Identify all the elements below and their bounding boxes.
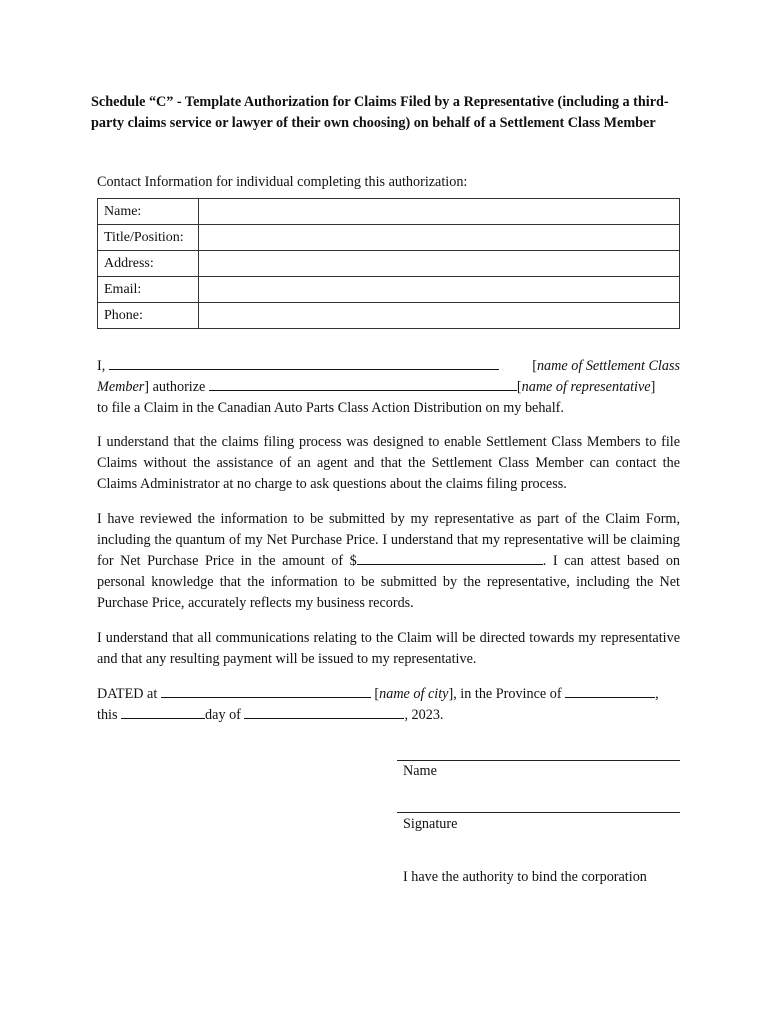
title-position-label: Title/Position: (98, 225, 199, 251)
representative-name-blank[interactable] (209, 377, 517, 391)
name-label-below-line: Name (403, 763, 437, 779)
signature-label: Signature (403, 816, 458, 832)
authority-statement: I have the authority to bind the corporation (403, 869, 647, 885)
city-blank[interactable] (161, 684, 371, 698)
province-label: , in the Province of (453, 686, 562, 702)
province-blank[interactable] (565, 684, 655, 698)
address-field[interactable] (199, 251, 680, 277)
communications-paragraph: I understand that all communications relating to the Claim will be directed towards my representative and that any resulting payment will be issued to my representative. (97, 630, 680, 667)
signature-line[interactable] (397, 812, 680, 813)
review-paragraph (97, 509, 680, 614)
authorization-line-3: to file a Claim in the Canadian Auto Parts Class Action Distribution on my behalf. (97, 400, 564, 416)
member-name-blank[interactable] (109, 356, 499, 370)
city-hint: name of city (379, 686, 449, 702)
contact-table (97, 198, 680, 329)
address-label: Address: (98, 251, 199, 277)
name-field[interactable] (199, 199, 680, 225)
table-row (98, 251, 680, 277)
member-hint-b: Member (97, 379, 145, 395)
table-row (98, 199, 680, 225)
process-paragraph: I understand that the claims filing process was designed to enable Settlement Class Members to file Claims without the assistance of an agent and that the Settlement Class Member can contact the Claims Administrator at no charge to ask questions about the claims filing process. (97, 434, 680, 492)
amount-blank[interactable] (357, 551, 543, 565)
day-blank[interactable] (121, 705, 205, 719)
authorization-prefix: I, (97, 358, 106, 374)
authorization-paragraph: I, [name of Settlement Class Member] authorize [name of representative] to file a Claim in the Canadian Auto Parts Class Action Distribution on my behalf. (97, 356, 680, 419)
table-row (98, 303, 680, 329)
phone-field[interactable] (199, 303, 680, 329)
member-hint-a: name of Settlement Class (536, 358, 680, 374)
representative-hint: name of representative (521, 379, 651, 395)
phone-label: Phone: (98, 303, 199, 329)
name-label: Name: (98, 199, 199, 225)
dated-at-label: DATED at (97, 686, 158, 702)
this-label: this (97, 707, 118, 723)
day-of-label: day of (205, 707, 241, 723)
year-label: , 2023. (404, 707, 444, 723)
authorize-word: authorize (152, 379, 206, 395)
email-field[interactable] (199, 277, 680, 303)
review-text-b: . I can attest based on personal knowledge that the information to be submitted by the representative, including the Net Purchase Price, accurately reflects my business records. (97, 553, 681, 611)
email-label: Email: (98, 277, 199, 303)
page-title: Schedule “C” - Template Authorization for Claims Filed by a Representative (including a third-party claims service or lawyer of their own choosing) on behalf of a Settlement Class Member (91, 94, 669, 131)
table-row (98, 225, 680, 251)
month-blank[interactable] (244, 705, 404, 719)
table-row (98, 277, 680, 303)
name-signature-line[interactable] (397, 760, 680, 761)
dated-paragraph: DATED at [name of city], in the Province of , this day of , 2023. (97, 686, 659, 723)
title-position-field[interactable] (199, 225, 680, 251)
contact-heading: Contact Information for individual completing this authorization: (97, 174, 468, 190)
review-text-a: I have reviewed the information to be submitted by my representative as part of the Claim Form, including the quantum of my Net Purchase Price. I understand that my representative will be claiming for Net Purchase Price in the amount of $ (97, 511, 680, 569)
